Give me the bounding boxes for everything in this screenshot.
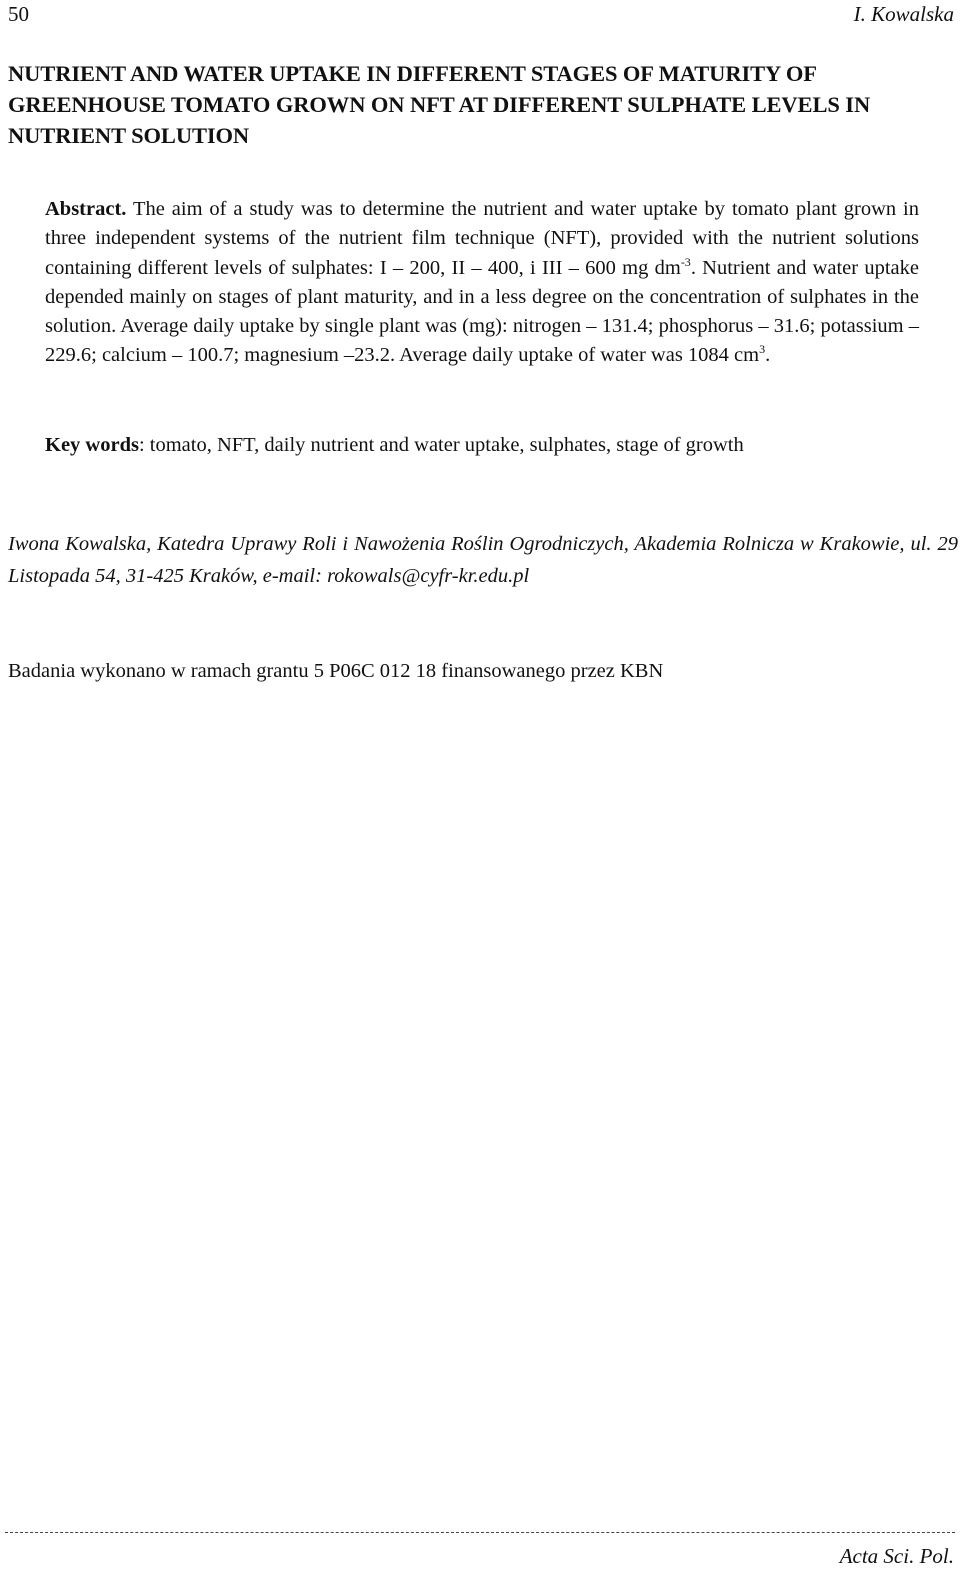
- abstract-superscript-2: 3: [759, 342, 766, 357]
- article-title: NUTRIENT AND WATER UPTAKE IN DIFFERENT STAGES OF MATURITY OF GREENHOUSE TOMATO GROWN ON NFT AT DIFFERENT SULPHATE LEVELS IN NUTRIENT SOLUTION: [8, 61, 871, 148]
- running-head-author: I. Kowalska: [853, 2, 954, 26]
- abstract-superscript-1: -3: [680, 254, 691, 269]
- funding-note: Badania wykonano w ramach grantu 5 P06C 012 18 finansowanego przez KBN: [8, 660, 664, 682]
- keywords-label: Key words: [45, 434, 139, 456]
- author-affiliation: Iwona Kowalska, Katedra Uprawy Roli i Nawożenia Roślin Ogrodniczych, Akademia Rolnicza w Krakowie, ul. 29 Listopada 54, 31-425 Kraków, e-mail: rokowals@cyfr-kr.edu.pl: [8, 533, 958, 587]
- footer-journal-name: Acta Sci. Pol.: [839, 1544, 954, 1568]
- abstract-text-part2: with the nutrient solutions containing different levels of sulphates: I – 200, II – 400, i III – 600 mg dm: [45, 227, 920, 279]
- abstract-text-part3: . Nutrient and water uptake depended mainly on stages of plant maturity, and in a less degree on the concentration of sulphates in the solution. Average daily uptake by single plant was (mg): nitrogen – 131.4; phosphorus – 31.6; potassium – 229.6; calcium – 100.7; magnesium –23.2. Average daily uptake of water was 1084 cm: [45, 256, 919, 367]
- abstract-text-part4: .: [765, 344, 771, 367]
- footer-divider: [5, 1532, 955, 1533]
- abstract: [45, 195, 919, 371]
- page-number: 50: [8, 2, 29, 26]
- abstract-text-part1: The aim of a study was to determine the nutrient and water uptake by tomato plant grown in three independent systems of the nutrient film technique (NFT), provided: [45, 198, 919, 250]
- keywords: [45, 431, 945, 460]
- abstract-label: Abstract.: [45, 198, 127, 220]
- page-header: [8, 0, 954, 28]
- keywords-text: : tomato, NFT, daily nutrient and water uptake, sulphates, stage of growth: [138, 434, 744, 456]
